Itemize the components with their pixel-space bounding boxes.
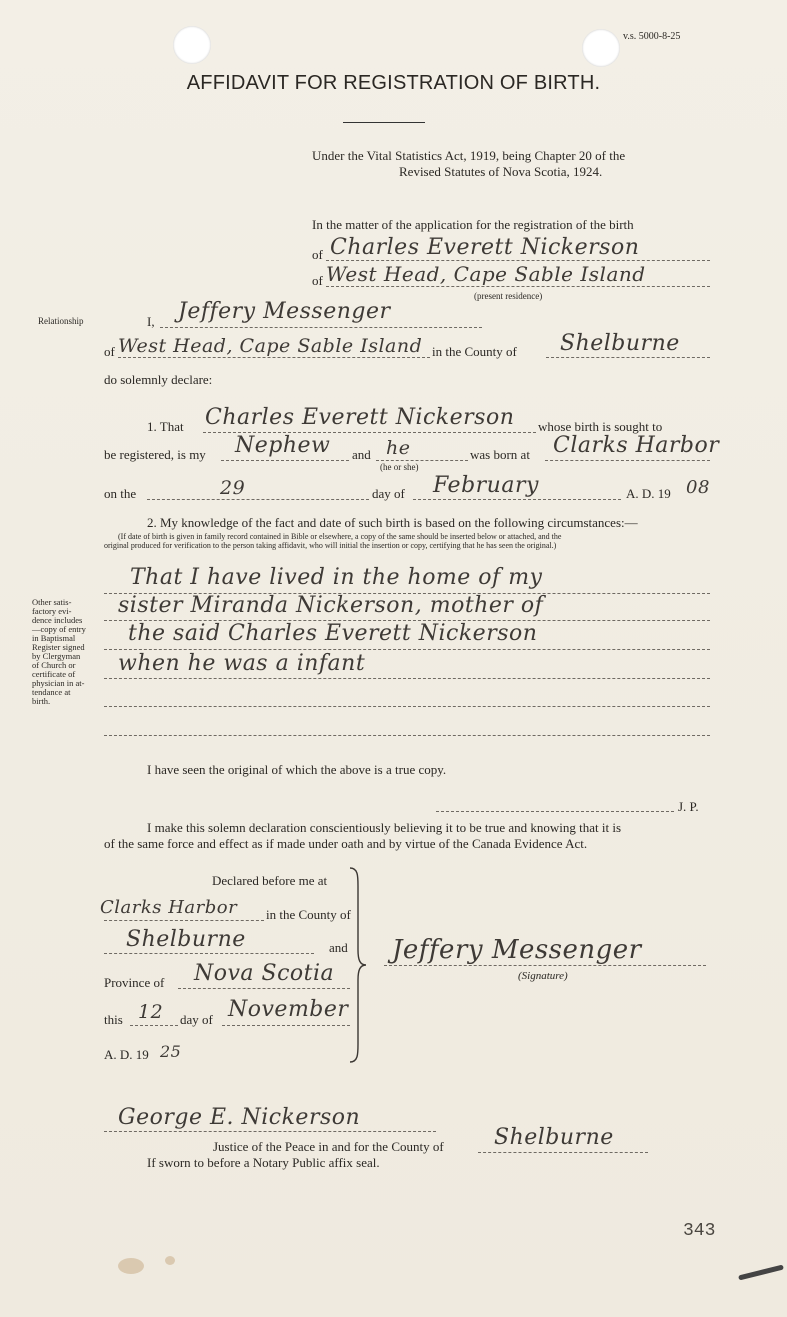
declared-before-label: Declared before me at — [212, 873, 328, 888]
stain — [118, 1258, 144, 1274]
pronoun-field: he — [386, 437, 411, 459]
circumstance-text: That I have lived in the home of my — [130, 565, 543, 590]
act-reference-line1: Under the Vital Statistics Act, 1919, being Chapter 20 of the — [312, 148, 626, 163]
declared-year-field: 25 — [160, 1042, 182, 1061]
stain — [165, 1256, 175, 1265]
declared-place-field: Clarks Harbor — [100, 897, 238, 918]
declarant-name-line — [160, 327, 482, 328]
justice-signature-line — [104, 1131, 436, 1132]
relation-line — [221, 460, 349, 461]
circumstance-text: the said Charles Everett Nickerson — [128, 621, 538, 646]
matter-of-label: of — [312, 247, 323, 262]
page-number: 343 — [683, 1221, 716, 1241]
this-label: this — [104, 1012, 123, 1027]
residence-caption: (present residence) — [474, 291, 543, 301]
circumstance-line — [104, 649, 710, 650]
residence-of-label: of — [312, 273, 323, 288]
matter-intro: In the matter of the application for the registration of the birth — [312, 217, 634, 232]
declared-county-field: Shelburne — [126, 927, 246, 952]
declarant-name-field: Jeffery Messenger — [178, 299, 391, 324]
registered-label: be registered, is my — [104, 447, 206, 462]
circumstance-line — [104, 735, 710, 736]
evidence-side-note: Other satis- factory evi- dence includes —copy of entry in Baptismal Register signed by Clergyman of Church or certificate of physician in at- tendance at birth. — [32, 597, 86, 706]
declarant-of-label: of — [104, 344, 115, 359]
justice-label: Justice of the Peace in and for the County of — [213, 1139, 444, 1154]
whose-birth-text: whose birth is sought to — [538, 419, 663, 434]
on-the-label: on the — [104, 486, 137, 501]
signature-line — [384, 965, 706, 966]
circumstance-line — [104, 678, 710, 679]
justice-county-line — [478, 1152, 648, 1153]
solemnly-declare: do solemnly declare: — [104, 372, 213, 387]
declared-county-label: in the County of — [266, 907, 351, 922]
circumstance-line — [104, 706, 710, 707]
born-at-field: Clarks Harbor — [553, 433, 720, 458]
page-title: AFFIDAVIT FOR REGISTRATION OF BIRTH. — [186, 72, 601, 94]
and-label: and — [352, 447, 371, 462]
justice-signature: George E. Nickerson — [118, 1105, 361, 1130]
pronoun-line — [376, 460, 468, 461]
province-line — [178, 988, 350, 989]
relation-field: Nephew — [235, 433, 331, 458]
birth-day-field: 29 — [220, 477, 246, 499]
pronoun-caption: (he or she) — [380, 462, 419, 472]
declaration-line2: of the same force and effect as if made under oath and by virtue of the Canada Evidence Act. — [104, 836, 588, 851]
declared-month-field: November — [228, 997, 349, 1022]
true-copy-text: I have seen the original of which the above is a true copy. — [147, 762, 447, 777]
act-reference-line2: Revised Statutes of Nova Scotia, 1924. — [399, 164, 603, 179]
declared-day-of-label: day of — [180, 1012, 213, 1027]
birth-year-field: 08 — [686, 477, 710, 498]
relationship-label: Relationship — [38, 316, 84, 326]
declarant-place-field: West Head, Cape Sable Island — [118, 335, 423, 357]
declared-month-line — [222, 1025, 350, 1026]
declared-day-line — [130, 1025, 178, 1026]
declarant-county-line — [546, 357, 710, 358]
declared-place-line — [104, 920, 264, 921]
declaration-brace — [346, 866, 368, 1064]
declarant-county-field: Shelburne — [560, 331, 680, 356]
justice-county-field: Shelburne — [494, 1125, 614, 1150]
ad-label: A. D. 19 — [626, 486, 671, 501]
child-name-line — [326, 260, 710, 261]
circumstance-text: sister Miranda Nickerson, mother of — [118, 593, 544, 618]
title-rule — [343, 122, 425, 123]
declared-ad-label: A. D. 19 — [104, 1047, 149, 1062]
jp-signature-line — [436, 811, 674, 812]
item1-that-label: 1. That — [147, 419, 184, 434]
pencil-mark — [738, 1265, 784, 1281]
birth-month-line — [413, 499, 621, 500]
declarant-signature: Jeffery Messenger — [392, 935, 642, 965]
residence-line — [326, 286, 710, 287]
declaration-line1: I make this solemn declaration conscientiously believing it to be true and knowing that it is — [147, 820, 622, 835]
birth-day-line — [147, 499, 369, 500]
day-of-label: day of — [372, 486, 405, 501]
notary-note: If sworn to before a Notary Public affix seal. — [147, 1155, 380, 1170]
punch-hole — [582, 29, 620, 67]
item1-child-field: Charles Everett Nickerson — [205, 405, 515, 430]
residence-field: West Head, Cape Sable Island — [326, 262, 646, 286]
born-at-line — [545, 460, 710, 461]
and-label-2: and — [329, 940, 348, 955]
signature-caption: (Signature) — [518, 970, 568, 982]
birth-month-field: February — [433, 473, 539, 498]
declared-day-field: 12 — [138, 1001, 164, 1023]
declared-county-line — [104, 953, 314, 954]
item2-note-line1: (If date of birth is given in family record contained in Bible or elsewhere, a copy of the same should be inserted below or attached, and the — [118, 532, 562, 541]
county-label: in the County of — [432, 344, 517, 359]
child-name-field: Charles Everett Nickerson — [330, 235, 640, 260]
province-field: Nova Scotia — [194, 961, 335, 986]
item2-note-line2: original produced for verification to the person taking affidavit, who will initial the insertion or copy, certifying that he has seen the original.) — [104, 541, 557, 550]
punch-hole — [173, 26, 211, 64]
i-label: I, — [147, 314, 155, 329]
born-at-label: was born at — [470, 447, 530, 462]
province-label: Province of — [104, 975, 165, 990]
circumstance-text: when he was a infant — [118, 651, 366, 676]
jp-label: J. P. — [678, 799, 699, 814]
form-code: v.s. 5000-8-25 — [623, 31, 681, 42]
item2-text: 2. My knowledge of the fact and date of such birth is based on the following circumstances:— — [147, 515, 638, 530]
